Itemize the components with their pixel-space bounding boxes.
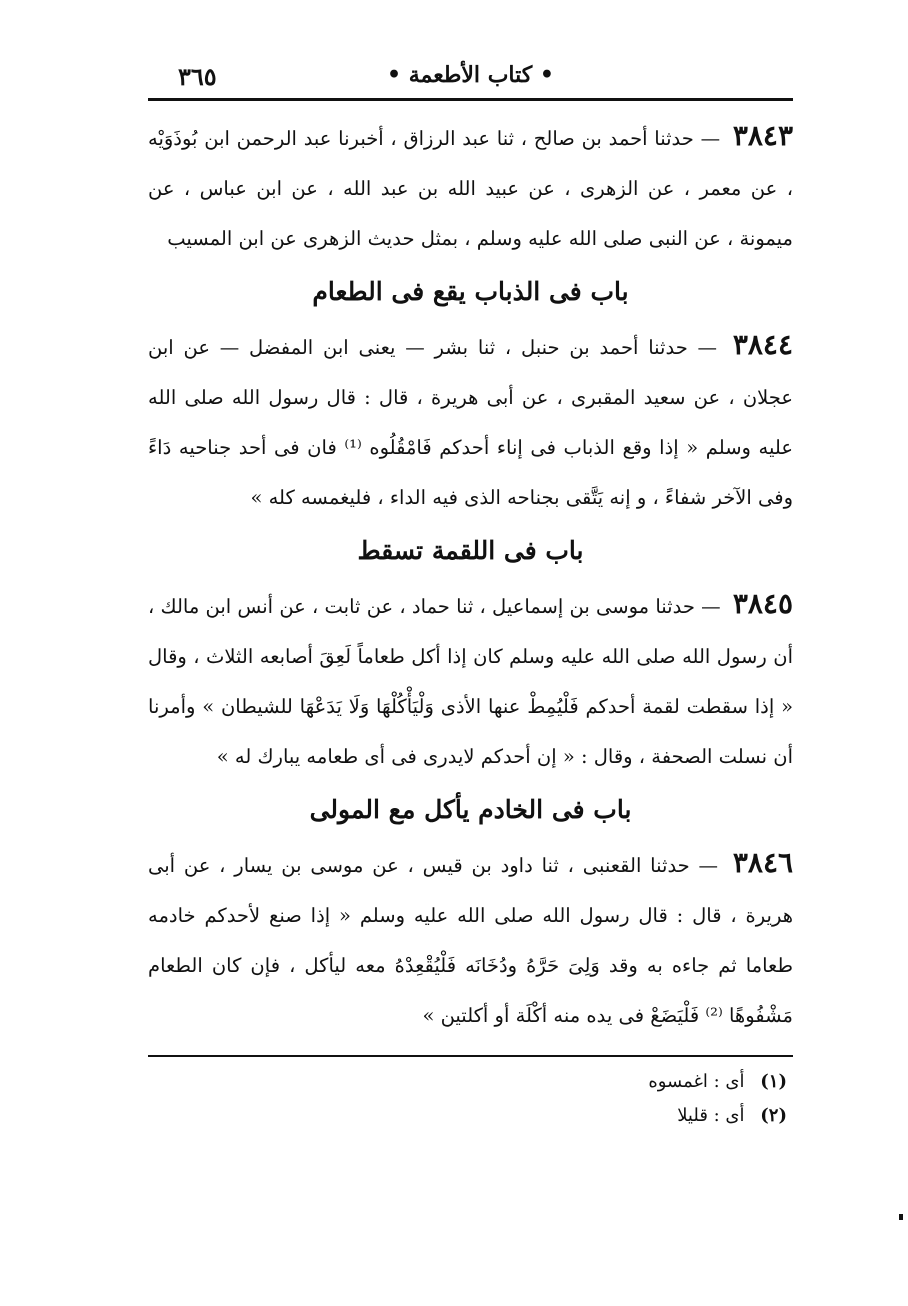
footnote-text: أى : اغمسوه	[648, 1071, 745, 1092]
running-header	[148, 60, 793, 98]
page-number: ٣٦٥	[178, 62, 217, 91]
footnotes	[148, 1055, 793, 1133]
hadith-number: ٣٨٤٤	[732, 328, 793, 361]
hadith-text: — حدثنا موسى بن إسماعيل ، ثنا حماد ، عن ثابت ، عن أنس ابن مالك ، أن رسول الله صلى الله عليه وسلم كان إذا أكل طعاماً لَعِقَ أصابعه الثلاث ، وقال « إذا سقطت لقمة أحدكم فَلْيُمِطْ عنها الأذى وَلْيَأْكُلْهَا وَلَا يَدَعْهَا للشيطان » وأمرنا أن نسلت الصحفة ، وقال : « إن أحدكم لايدرى فى أى طعامه يبارك له »	[148, 595, 793, 768]
chapter-heading: باب فى اللقمة تسقط	[357, 536, 584, 565]
page-body	[148, 60, 793, 1133]
hadith-number: ٣٨٤٥	[732, 587, 793, 620]
footnote-mark: (١)	[760, 1071, 787, 1092]
chapter-heading: باب فى الذباب يقع فى الطعام	[312, 277, 629, 306]
hadith-text: — حدثنا أحمد بن حنبل ، ثنا بشر — يعنى ابن المفضل — عن ابن عجلان ، عن سعيد المقبرى ، عن أبى هريرة ، قال : قال رسول الله صلى الله عليه وسلم « إذا وقع الذباب فى إناء أحدكم فَامْقُلُوه ⁽¹⁾ فان فى أحد جناحيه دَاءً وفى الآخر شفاءً ، و إنه يَتَّقى بجناحه الذى فيه الداء ، فليغمسه كله »	[148, 336, 793, 509]
footnote-2	[148, 1099, 793, 1133]
hadith-number: ٣٨٤٣	[732, 119, 793, 152]
book-title: • كتاب الأطعمة •	[387, 62, 554, 88]
hadith-3846	[148, 838, 793, 1041]
hadith-number: ٣٨٤٦	[732, 846, 794, 879]
footnote-1	[148, 1065, 793, 1099]
hadith-3843	[148, 111, 793, 264]
chapter-heading: باب فى الخادم يأكل مع المولى	[309, 795, 632, 824]
hadith-text: — حدثنا أحمد بن صالح ، ثنا عبد الرزاق ، أخبرنا عبد الرحمن ابن بُوذَوَيْه ، عن معمر ، عن الزهرى ، عن عبيد الله بن عبد الله ، عن ابن عباس ، عن ميمونة ، عن النبى صلى الله عليه وسلم ، بمثل حديث الزهرى عن ابن المسيب	[148, 127, 793, 250]
hadith-text: — حدثنا القعنبى ، ثنا داود بن قيس ، عن موسى بن يسار ، عن أبى هريرة ، قال : قال رسول الله صلى الله عليه وسلم « إذا صنع لأحدكم خادمه طعاما ثم جاءه به وقد وَلِىَ حَرَّهُ ودُخَانَه فَلْيُقْعِدْهُ معه ليأكل ، فإن كان الطعام مَشْفُوهًا ⁽²⁾ فَلْيَضَعْ فى يده منه أكْلَة أو أكلتين »	[148, 854, 793, 1027]
footnote-mark: (٢)	[760, 1105, 787, 1126]
footnote-text: أى : قليلا	[677, 1105, 745, 1126]
hadith-3844	[148, 320, 793, 523]
header-rule	[148, 98, 793, 101]
hadith-3845	[148, 579, 793, 782]
scan-mark	[899, 1214, 903, 1220]
footnote-rule	[148, 1055, 793, 1057]
